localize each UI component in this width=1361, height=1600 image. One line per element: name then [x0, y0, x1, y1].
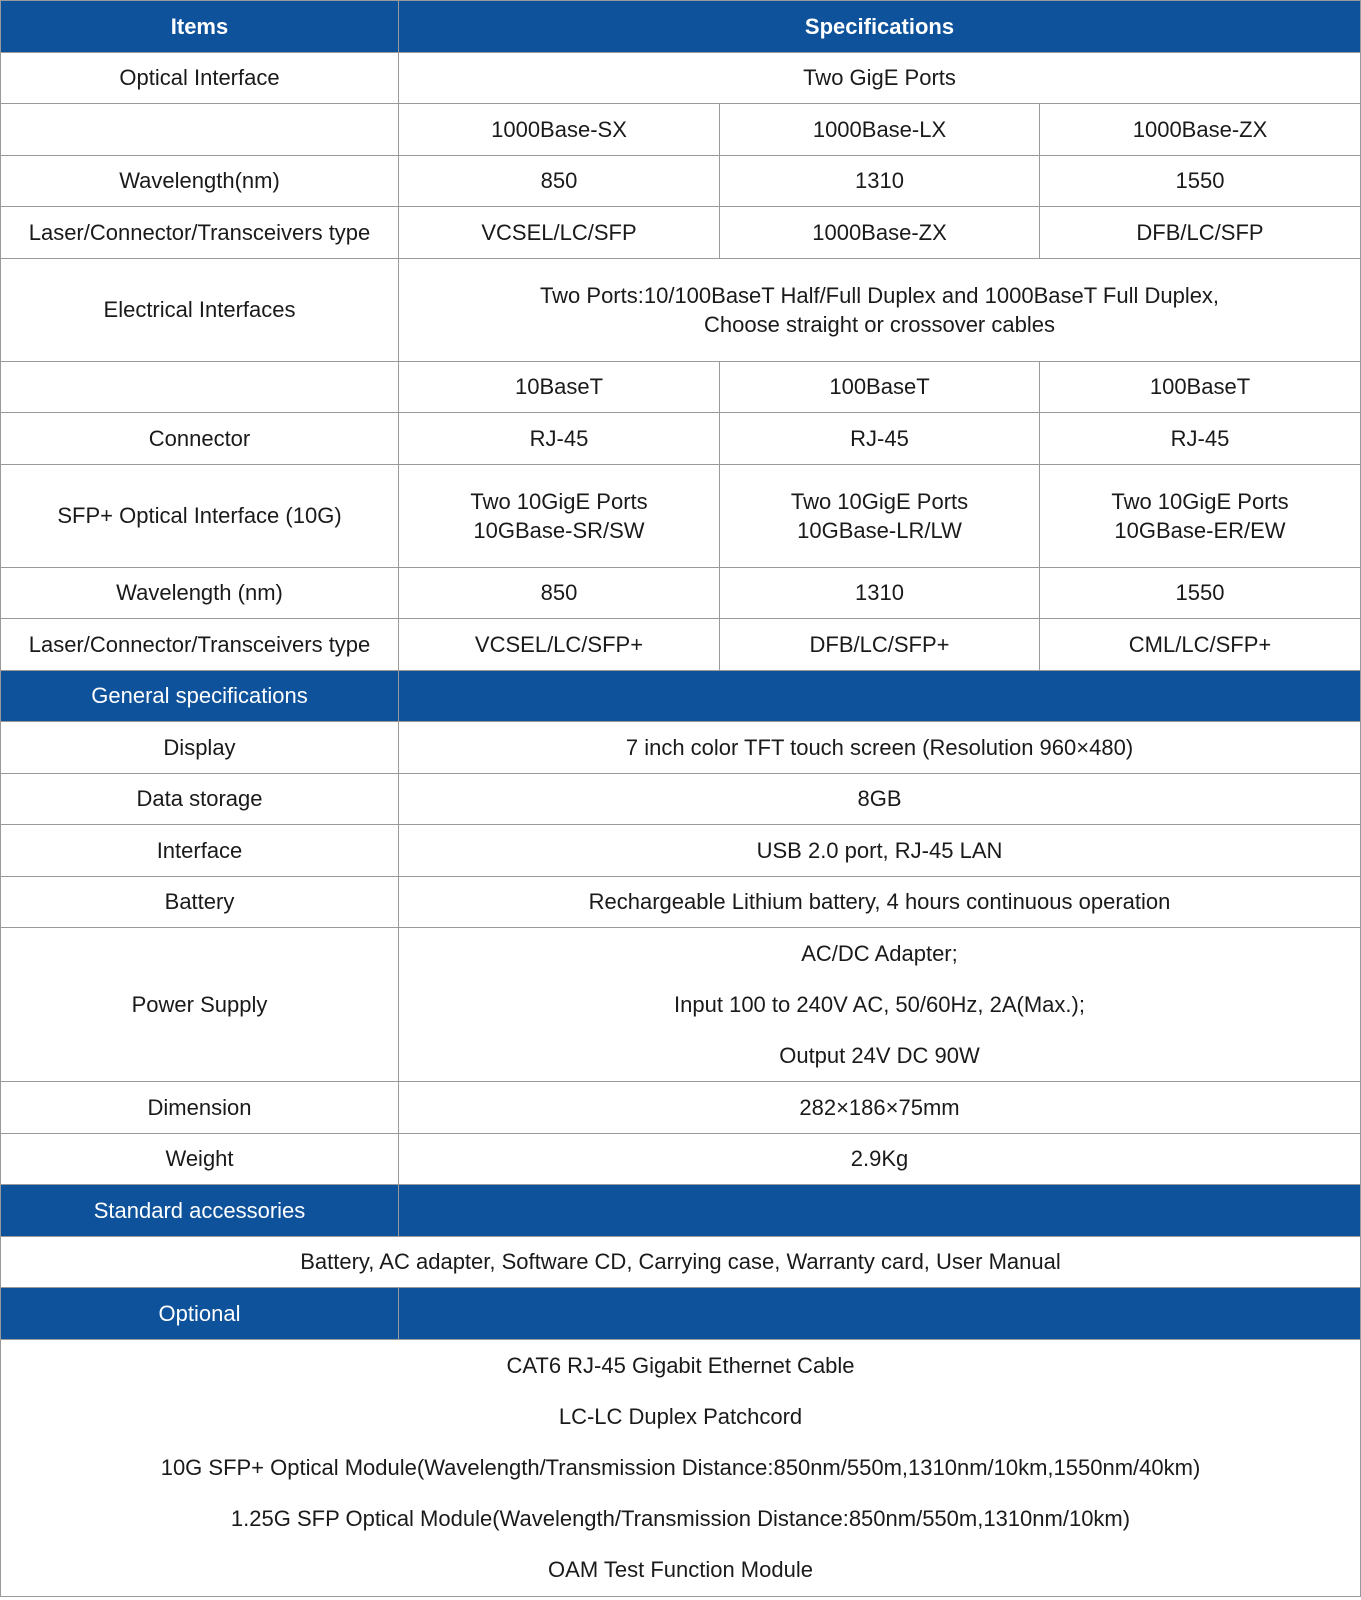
table-row	[1, 258, 1361, 361]
table-row	[1, 876, 1361, 928]
row-value: Two GigE Ports	[399, 52, 1361, 104]
section-title: Optional	[1, 1288, 399, 1340]
row-value: 1000Base-SX	[399, 104, 720, 156]
table-row	[1, 52, 1361, 104]
items-header: Items	[1, 1, 399, 53]
section-header-optional	[1, 1288, 1361, 1340]
table-row	[1, 722, 1361, 774]
optional-list	[1, 1339, 1361, 1596]
row-value: 1000Base-LX	[720, 104, 1040, 156]
value-line: Two Ports:10/100BaseT Half/Full Duplex and 1000BaseT Full Duplex,	[539, 282, 1220, 308]
table-row	[1, 1339, 1361, 1596]
row-value: 100BaseT	[1040, 361, 1361, 413]
row-label: Laser/Connector/Transceivers type	[1, 207, 399, 259]
row-value: 1310	[720, 155, 1040, 207]
header-row	[1, 1, 1361, 53]
table-row	[1, 1082, 1361, 1134]
row-label: Dimension	[1, 1082, 399, 1134]
value-line: 10GBase-LR/LW	[797, 517, 962, 543]
table-row	[1, 619, 1361, 671]
table-row	[1, 413, 1361, 465]
value-line: 10GBase-ER/EW	[1114, 517, 1286, 543]
table-row	[1, 155, 1361, 207]
row-value: 1000Base-ZX	[720, 207, 1040, 259]
row-value	[399, 928, 1361, 1082]
row-value: RJ-45	[1040, 413, 1361, 465]
row-label: Display	[1, 722, 399, 774]
table-row	[1, 104, 1361, 156]
row-label	[1, 361, 399, 413]
table-row	[1, 464, 1361, 567]
row-value: 7 inch color TFT touch screen (Resolution 960×480)	[399, 722, 1361, 774]
row-value: 1550	[1040, 567, 1361, 619]
row-value: 10BaseT	[399, 361, 720, 413]
accessories-value: Battery, AC adapter, Software CD, Carrying case, Warranty card, User Manual	[1, 1236, 1361, 1288]
row-value: 1310	[720, 567, 1040, 619]
row-value	[1040, 464, 1361, 567]
table-row	[1, 207, 1361, 259]
row-value: RJ-45	[720, 413, 1040, 465]
row-label	[1, 104, 399, 156]
value-line: Two 10GigE Ports	[1111, 488, 1289, 514]
row-label: Battery	[1, 876, 399, 928]
list-item: 1.25G SFP Optical Module(Wavelength/Transmission Distance:850nm/550m,1310nm/10km)	[230, 1506, 1131, 1531]
value-line: Input 100 to 240V AC, 50/60Hz, 2A(Max.);	[674, 992, 1085, 1017]
list-item: OAM Test Function Module	[548, 1557, 813, 1582]
list-item: LC-LC Duplex Patchcord	[558, 1404, 803, 1429]
list-item: CAT6 RJ-45 Gigabit Ethernet Cable	[506, 1353, 855, 1378]
section-header-general	[1, 670, 1361, 722]
row-value: 282×186×75mm	[399, 1082, 1361, 1134]
row-label: Connector	[1, 413, 399, 465]
row-label: Electrical Interfaces	[1, 258, 399, 361]
value-line: Choose straight or crossover cables	[704, 311, 1055, 337]
row-value: CML/LC/SFP+	[1040, 619, 1361, 671]
table-row	[1, 1236, 1361, 1288]
row-label: Data storage	[1, 773, 399, 825]
table-row	[1, 825, 1361, 877]
row-label: Power Supply	[1, 928, 399, 1082]
table-row	[1, 361, 1361, 413]
row-value: 1550	[1040, 155, 1361, 207]
row-value: 1000Base-ZX	[1040, 104, 1361, 156]
table-row	[1, 773, 1361, 825]
row-value: VCSEL/LC/SFP+	[399, 619, 720, 671]
row-label: SFP+ Optical Interface (10G)	[1, 464, 399, 567]
value-line: Output 24V DC 90W	[779, 1043, 980, 1068]
row-value: USB 2.0 port, RJ-45 LAN	[399, 825, 1361, 877]
section-title: General specifications	[1, 670, 399, 722]
row-value	[720, 464, 1040, 567]
section-header-accessories	[1, 1185, 1361, 1237]
row-value: DFB/LC/SFP+	[720, 619, 1040, 671]
list-item: 10G SFP+ Optical Module(Wavelength/Transmission Distance:850nm/550m,1310nm/10km,1550nm/40km)	[160, 1455, 1201, 1480]
row-value	[399, 258, 1361, 361]
table-row	[1, 1133, 1361, 1185]
row-value: RJ-45	[399, 413, 720, 465]
row-value: 850	[399, 567, 720, 619]
table-row	[1, 928, 1361, 1082]
row-value: 100BaseT	[720, 361, 1040, 413]
row-label: Optical Interface	[1, 52, 399, 104]
row-label: Weight	[1, 1133, 399, 1185]
section-title: Standard accessories	[1, 1185, 399, 1237]
row-label: Wavelength(nm)	[1, 155, 399, 207]
value-line: AC/DC Adapter;	[801, 941, 958, 966]
table-row	[1, 567, 1361, 619]
value-line: Two 10GigE Ports	[470, 488, 648, 514]
row-value: 8GB	[399, 773, 1361, 825]
value-line: 10GBase-SR/SW	[473, 517, 645, 543]
row-label: Interface	[1, 825, 399, 877]
row-label: Laser/Connector/Transceivers type	[1, 619, 399, 671]
row-value: 2.9Kg	[399, 1133, 1361, 1185]
row-value: DFB/LC/SFP	[1040, 207, 1361, 259]
row-label: Wavelength (nm)	[1, 567, 399, 619]
row-value: 850	[399, 155, 720, 207]
specifications-header: Specifications	[399, 1, 1361, 53]
value-line: Two 10GigE Ports	[790, 488, 969, 514]
row-value	[399, 464, 720, 567]
row-value: Rechargeable Lithium battery, 4 hours continuous operation	[399, 876, 1361, 928]
row-value: VCSEL/LC/SFP	[399, 207, 720, 259]
